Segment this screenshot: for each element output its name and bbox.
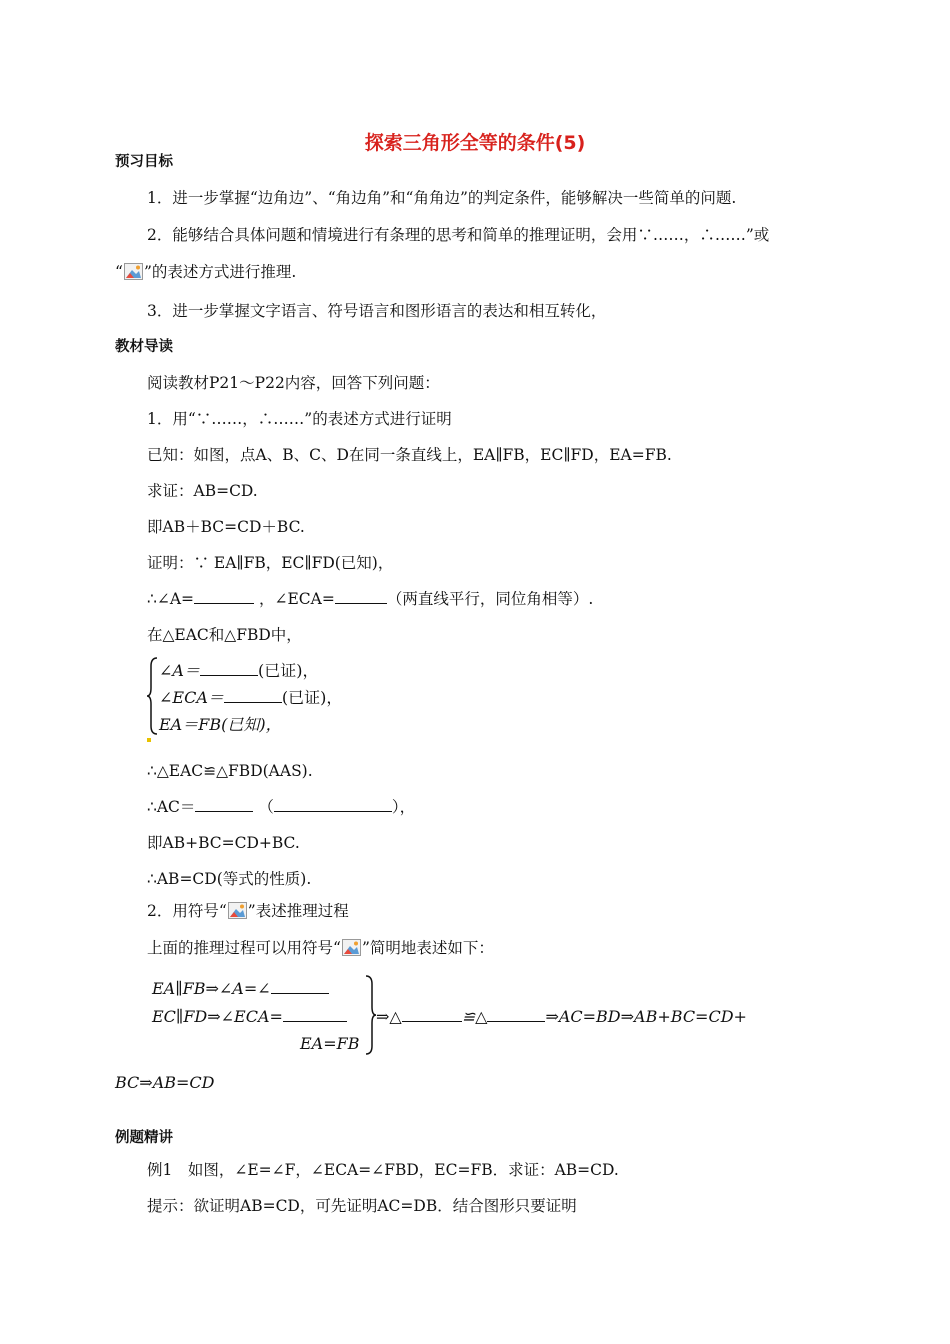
reading-given: 已知：如图，点A、B、C、D在同一条直线上，EA∥FB，EC∥FD，EA=FB. [147,446,672,464]
proof-line-5-a: ∴AC＝ [147,798,196,816]
preview-item-2a: 2．能够结合具体问题和情境进行有条理的思考和简单的推理证明，会用∵……，∴……”或 [147,226,770,244]
right-brace-icon [364,974,376,1056]
system-row-2 [159,685,342,708]
system-row-2-a: ∠ECA＝ [159,688,224,707]
chain-line-1-text: EA∥FB⇒∠A=∠ [152,979,271,998]
blank-reason[interactable] [274,797,392,812]
chain-middle-b: ≌△ [461,1007,488,1026]
chain-line-2-text: EC∥FD⇒∠ECA= [152,1007,283,1026]
blank-chain-1[interactable] [271,978,329,994]
proof-line-2-c: （两直线平行，同位角相等）. [386,590,594,608]
preview-item-3: 3．进一步掌握文字语言、符号语言和图形语言的表达和相互转化， [147,302,607,320]
broken-image-icon [124,263,143,280]
broken-image-icon [342,939,361,956]
system-row-1-b: (已证)， [257,661,319,680]
preview-item-1: 1．进一步掌握“边角边”、“角边角”和“角角边”的判定条件，能够解决一些简单的问题. [147,189,737,207]
blank-chain-2[interactable] [283,1006,347,1022]
proof-line-6: 即AB+BC=CD+BC. [147,834,300,852]
example-hint: 提示：欲证明AB=CD，可先证明AC=DB．结合图形只要证明 [147,1197,577,1215]
blank-angle-a[interactable] [194,589,254,604]
proof-line-2 [147,589,593,609]
preview-item-2b-post: ”的表述方式进行推理. [143,263,297,281]
proof-line-2-b: ，∠ECA= [258,590,335,608]
section-preview-heading: 预习目标 [115,154,173,170]
left-brace-icon [147,656,159,736]
preview-item-2b [115,262,296,282]
reading-q2-a: 2．用符号“ [147,902,227,920]
system-row-3 [159,712,282,735]
blank-system-2[interactable] [224,688,282,703]
proof-line-2-a: ∴∠A= [147,590,195,608]
proof-line-3: 在△EAC和△FBD中， [147,626,302,644]
reading-q2-desc-a: 上面的推理过程可以用符号“ [147,939,341,957]
section-textbook-heading: 教材导读 [115,339,173,355]
proof-line-5 [147,797,415,817]
reading-q2-desc [147,938,494,958]
chain-line-3: EA=FB [300,1034,360,1053]
example-1: 例1 如图，∠E=∠F，∠ECA=∠FBD，EC=FB．求证：AB=CD. [147,1161,619,1179]
blank-triangle-1[interactable] [402,1006,462,1022]
blank-angle-eca[interactable] [335,589,387,604]
equation-system [147,656,407,736]
proof-line-7: ∴AB=CD(等式的性质). [147,870,312,888]
chain-end: BC⇒AB=CD [115,1073,215,1092]
yellow-dot [147,738,151,742]
chain-middle-c: ⇒AC=BD⇒AB+BC=CD+ [545,1007,747,1026]
reading-q2 [147,901,349,921]
chain-middle-a: ⇒△ [376,1007,402,1026]
blank-ac-equals[interactable] [195,797,253,812]
chain-line-1 [152,978,329,998]
blank-triangle-2[interactable] [487,1006,545,1022]
page-title: 探索三角形全等的条件(5) [364,132,586,154]
system-row-2-b: (已证)， [281,688,343,707]
section-examples-heading: 例题精讲 [115,1130,173,1146]
proof-line-4: ∴△EAC≌△FBD(AAS). [147,762,313,780]
proof-line-5-c: ）， [391,798,416,816]
preview-item-2b-pre: “ [115,263,123,281]
reading-q2-b: ”表述推理过程 [247,902,349,920]
reasoning-chain [150,970,810,1060]
reading-q2-desc-b: ”简明地表述如下： [361,939,494,957]
reading-q1: 1．用“∵……，∴……”的表述方式进行证明 [147,410,452,428]
proof-line-5-b: （ [258,798,274,816]
blank-system-1[interactable] [200,661,258,676]
system-row-1-a: ∠A＝ [159,661,200,680]
reading-equiv: 即AB＋BC=CD＋BC. [147,518,305,536]
broken-image-icon [228,902,247,919]
system-row-3-text: EA＝FB(已知)， [159,715,282,734]
chain-middle [376,1006,747,1026]
reading-intro: 阅读教材P21～P22内容，回答下列问题： [147,374,440,392]
chain-line-2 [152,1006,347,1026]
reading-prove: 求证：AB=CD. [147,482,258,500]
system-row-1 [159,658,318,681]
proof-line-1: 证明：∵ EA∥FB，EC∥FD(已知)， [147,554,394,572]
